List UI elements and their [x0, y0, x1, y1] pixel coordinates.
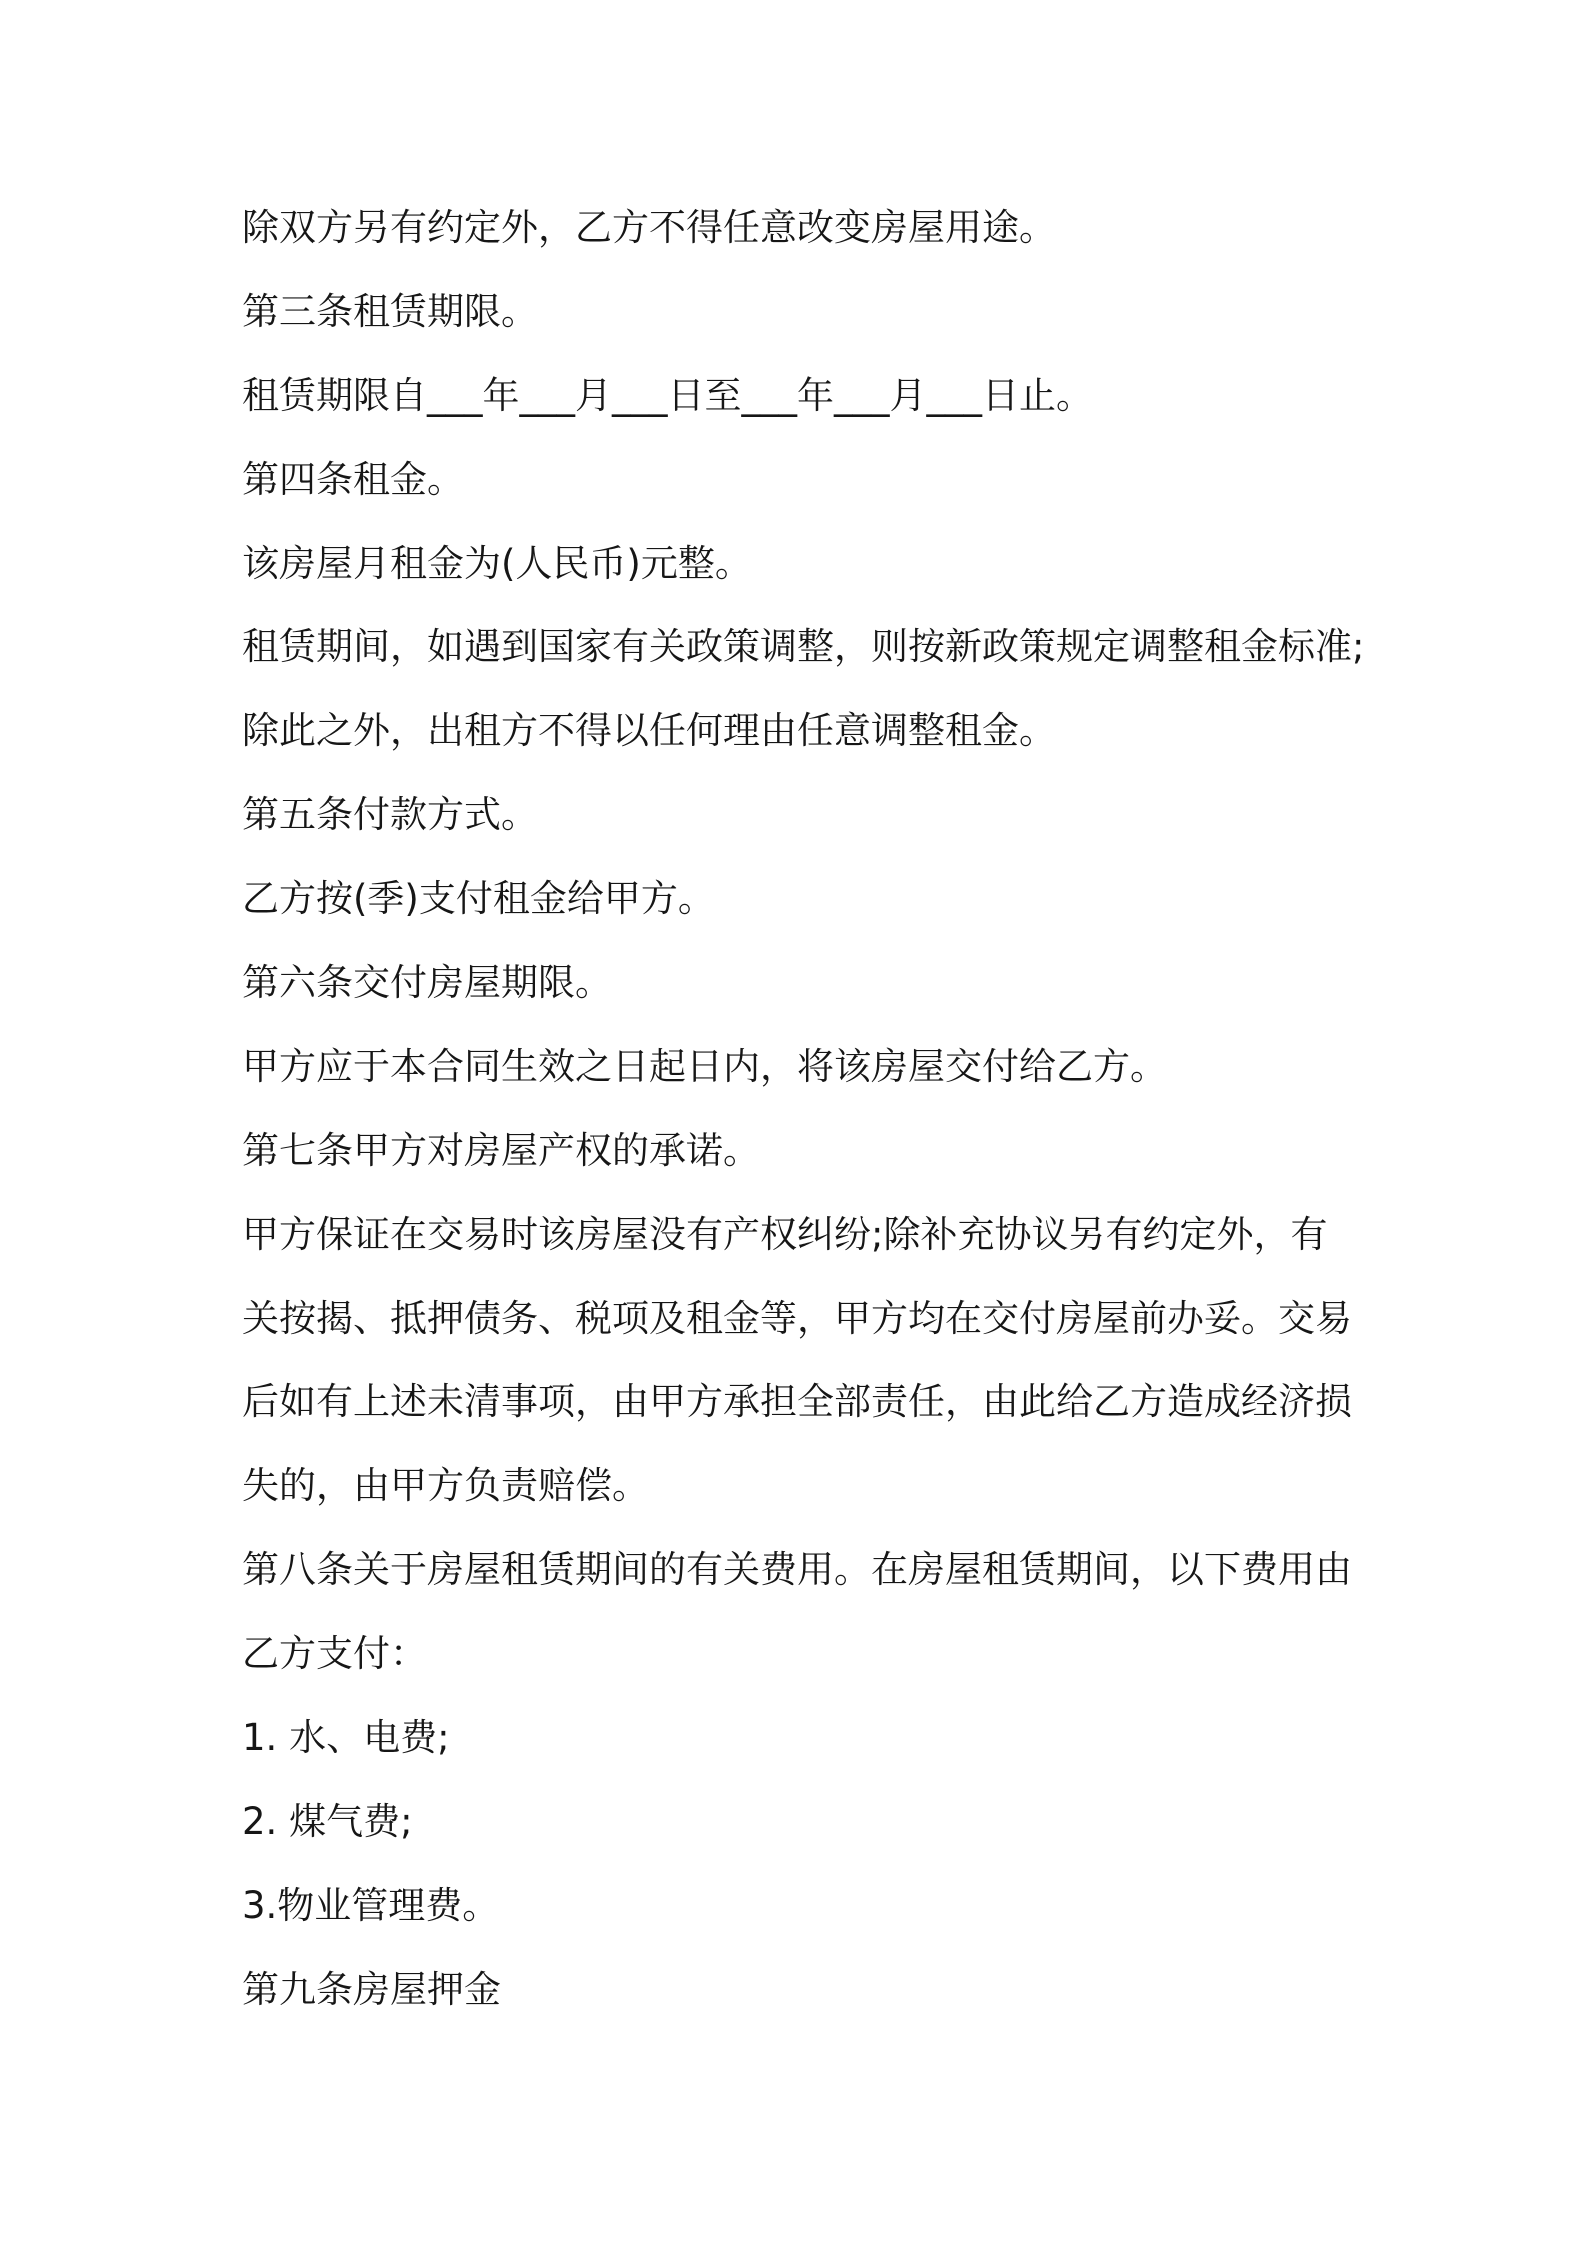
payment-method-paragraph — [242, 857, 1442, 941]
delivery-term-line: 甲方应于本合同生效之日起日内，将该房屋交付给乙方。 — [242, 1044, 1167, 1088]
clause-7-heading-line: 第七条甲方对房屋产权的承诺。 — [242, 1128, 760, 1172]
fee-item-2 — [242, 1780, 1442, 1864]
fee-item-3 — [242, 1864, 1442, 1948]
fee-item-2-line: 2. 煤气费; — [242, 1799, 413, 1843]
clause-3-heading-line: 第三条租赁期限。 — [242, 289, 538, 333]
clause-5-heading — [242, 773, 1442, 857]
clause-3-heading — [242, 270, 1442, 354]
clause-8-paragraph — [242, 1528, 1442, 1696]
clause-7-heading — [242, 1109, 1442, 1193]
clause-4-heading — [242, 438, 1442, 522]
contract-body — [242, 186, 1442, 2032]
clause-9-heading-line: 第九条房屋押金 — [242, 1967, 501, 2011]
monthly-rent-line: 该房屋月租金为(人民币)元整。 — [242, 541, 752, 585]
delivery-term-paragraph — [242, 1025, 1442, 1109]
clause-8-line-2: 乙方支付： — [242, 1632, 427, 1676]
clause-9-heading — [242, 1948, 1442, 2032]
rent-adjustment-paragraph — [242, 605, 1442, 773]
fee-item-1-line: 1. 水、电费; — [242, 1716, 450, 1760]
payment-method-line: 乙方按(季)支付租金给甲方。 — [242, 877, 715, 921]
rent-adjustment-line-2: 除此之外，出租方不得以任何理由任意调整租金。 — [242, 709, 1056, 753]
property-rights-line-2: 关按揭、抵押债务、税项及租金等，甲方均在交付房屋前办妥。交易 — [242, 1296, 1352, 1340]
property-rights-line-1: 甲方保证在交易时该房屋没有产权纠纷;除补充协议另有约定外，有 — [242, 1212, 1328, 1256]
clause-6-heading-line: 第六条交付房屋期限。 — [242, 961, 612, 1005]
fee-item-3-line: 3.物业管理费。 — [242, 1883, 500, 1927]
property-rights-line-4: 失的，由甲方负责赔偿。 — [242, 1464, 649, 1508]
lease-term-line: 租赁期限自___年___月___日至___年___月___日止。 — [242, 373, 1093, 417]
property-rights-line-3: 后如有上述未清事项，由甲方承担全部责任，由此给乙方造成经济损 — [242, 1380, 1352, 1424]
rent-adjustment-line-1: 租赁期间，如遇到国家有关政策调整，则按新政策规定调整租金标准; — [242, 625, 1365, 669]
property-rights-paragraph — [242, 1193, 1442, 1529]
lease-term-paragraph — [242, 354, 1442, 438]
clause-4-heading-line: 第四条租金。 — [242, 457, 464, 501]
clause-5-heading-line: 第五条付款方式。 — [242, 793, 538, 837]
usage-restriction-paragraph — [242, 186, 1442, 270]
clause-8-line-1: 第八条关于房屋租赁期间的有关费用。在房屋租赁期间，以下费用由 — [242, 1548, 1352, 1592]
usage-restriction-line: 除双方另有约定外，乙方不得任意改变房屋用途。 — [242, 206, 1056, 249]
monthly-rent-paragraph — [242, 522, 1442, 606]
fee-item-1 — [242, 1696, 1442, 1780]
clause-6-heading — [242, 941, 1442, 1025]
